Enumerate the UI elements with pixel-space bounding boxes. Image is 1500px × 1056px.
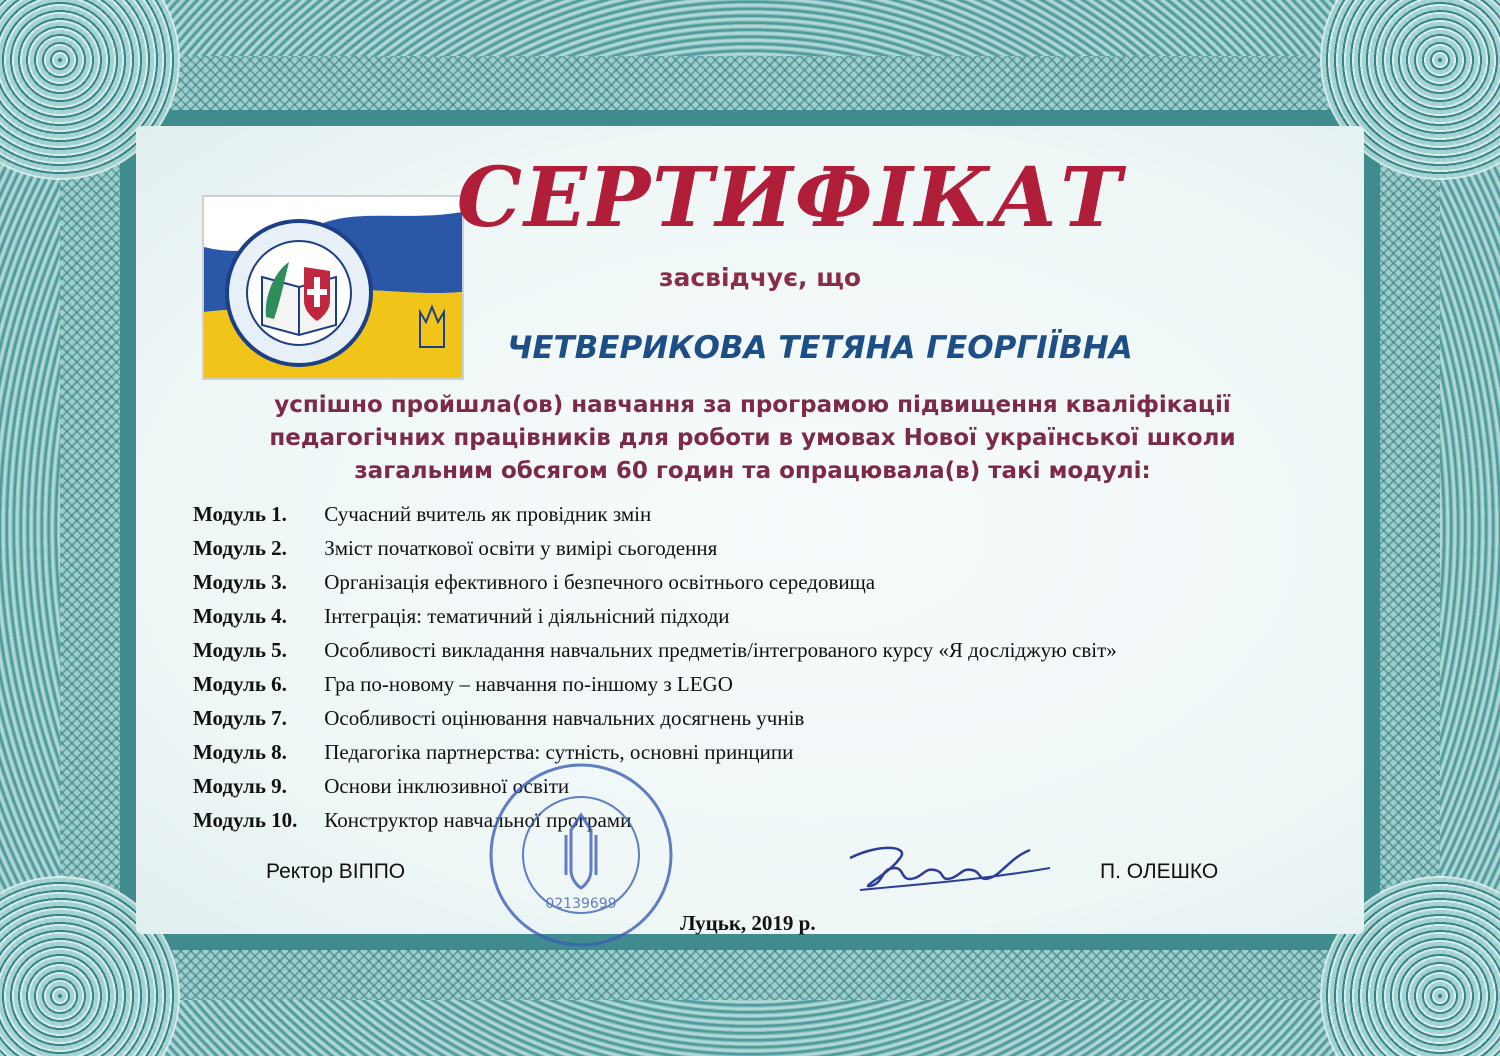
- place-date: Луцьк, 2019 р.: [680, 911, 816, 935]
- institute-logo: [202, 195, 464, 380]
- module-label: Модуль 5.: [193, 638, 287, 662]
- list-item: [193, 497, 1303, 531]
- institute-logo-icon: [204, 197, 462, 378]
- official-stamp: [486, 760, 676, 950]
- certificate-title: СЕРТИФІКАТ: [456, 150, 1124, 246]
- list-item: [193, 735, 1303, 769]
- module-label: Модуль 4.: [193, 604, 287, 628]
- list-item: [193, 599, 1303, 633]
- list-item: [193, 667, 1303, 701]
- stamp-code: 02139699: [545, 896, 617, 912]
- module-label: Модуль 2.: [193, 536, 287, 560]
- module-label: Модуль 1.: [193, 502, 287, 526]
- list-item: [193, 565, 1303, 599]
- modules-list: [193, 497, 1303, 837]
- list-item: [193, 531, 1303, 565]
- module-text: Педагогіка партнерства: сутність, основні принципи: [324, 740, 794, 764]
- seal-icon: [486, 760, 676, 950]
- module-text: Основи інклюзивної освіти: [324, 774, 570, 798]
- module-text: Гра по-новому – навчання по-іншому з LEGO: [324, 672, 733, 696]
- module-label: Модуль 7.: [193, 706, 287, 730]
- module-text: Сучасний вчитель як провідник змін: [324, 502, 652, 526]
- list-item: [193, 701, 1303, 735]
- list-item: [193, 769, 1303, 803]
- module-label: Модуль 6.: [193, 672, 287, 696]
- recipient-name: ЧЕТВЕРИКОВА ТЕТЯНА ГЕОРГІЇВНА: [507, 330, 1133, 366]
- module-text: Конструктор навчальної програми: [324, 808, 632, 832]
- signer-name: П. ОЛЕШКО: [1100, 860, 1219, 883]
- rector-signature: [840, 838, 1060, 898]
- description-line: успішно пройшла(ов) навчання за програмою підвищення кваліфікації: [274, 392, 1231, 418]
- module-label: Модуль 3.: [193, 570, 287, 594]
- certificate-subtitle: засвідчує, що: [658, 263, 862, 292]
- module-text: Організація ефективного і безпечного освітнього середовища: [324, 570, 876, 594]
- certificate-description: [190, 389, 1315, 488]
- module-text: Особливості викладання навчальних предметів/інтегрованого курсу «Я досліджую світ»: [324, 638, 1117, 662]
- description-line: загальним обсягом 60 годин та опрацювала(в) такі модулі:: [354, 458, 1151, 484]
- module-text: Інтеграція: тематичний і діяльнісний підходи: [324, 604, 730, 628]
- description-line: педагогічних працівників для роботи в умовах Нової української школи: [269, 425, 1236, 451]
- module-text: Зміст початкової освіти у вимірі сьогодення: [324, 536, 718, 560]
- list-item: [193, 803, 1303, 837]
- module-label: Модуль 9.: [193, 774, 287, 798]
- list-item: [193, 633, 1303, 667]
- rector-label: Ректор ВІППО: [266, 860, 406, 883]
- module-text: Особливості оцінювання навчальних досягнень учнів: [324, 706, 805, 730]
- module-label: Модуль 10.: [193, 808, 298, 832]
- signature-icon: [840, 838, 1060, 898]
- module-label: Модуль 8.: [193, 740, 287, 764]
